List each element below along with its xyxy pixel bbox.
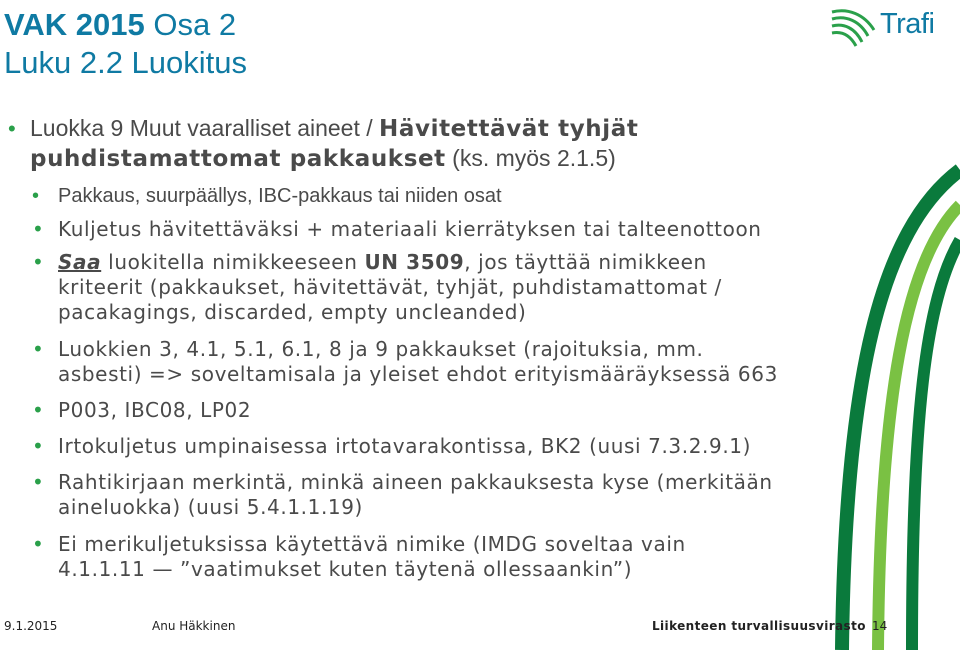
sub-bullet-7-line-1: Rahtikirjaan merkintä, minkä aineen pakkauksesta kyse (merkitään bbox=[58, 470, 773, 494]
sub-bullet-3-text-a: luokitella nimikkeeseen bbox=[101, 250, 365, 274]
sub-bullet-6: • Irtokuljetus umpinaisessa irtotavarakontissa, BK2 (uusi 7.3.2.9.1) bbox=[58, 434, 858, 459]
sub-bullet-5: • P003, IBC08, LP02 bbox=[58, 398, 858, 423]
sub-bullet-2: • Kuljetus hävitettäväksi + materiaali kierrätyksen tai talteenottoon bbox=[58, 217, 858, 242]
footer-organization: Liikenteen turvallisuusvirasto bbox=[652, 619, 866, 633]
saa-word: Saa bbox=[58, 250, 102, 274]
sub-bullet-3-line-2: kriteerit (pakkaukset, hävitettävät, tyhjät, puhdistamattomat / bbox=[58, 275, 722, 299]
sub-bullet-4-line-2: asbesti) => soveltamisala ja yleiset ehdot erityismääräyksessä 663 bbox=[58, 362, 778, 386]
sub-bullet-3 bbox=[58, 250, 858, 325]
footer-page-number: 14 bbox=[872, 619, 888, 633]
sub-bullet-3-text-b: , jos täyttää nimikkeen bbox=[464, 250, 707, 274]
sub-bullet-3-line-3: pacakagings, discarded, empty uncleanded) bbox=[58, 300, 527, 324]
main-bullet-ref: (ks. myös 2.1.5) bbox=[445, 145, 616, 171]
main-bullet-bold-a: Hävitettävät tyhjät bbox=[379, 116, 639, 142]
sub-bullet-1: • Pakkaus, suurpäällys, IBC-pakkaus tai niiden osat bbox=[58, 184, 858, 209]
logo-text: Trafi bbox=[880, 8, 935, 40]
footer-author: Anu Häkkinen bbox=[152, 619, 236, 633]
main-bullet-bold-b: puhdistamattomat pakkaukset bbox=[30, 146, 446, 172]
sub-bullet-7-line-2: aineluokka) (uusi 5.4.1.1.19) bbox=[58, 495, 363, 519]
un-number: UN 3509 bbox=[364, 250, 465, 274]
sub-bullet-7 bbox=[58, 470, 858, 520]
title-subtitle: Luku 2.2 Luokitus bbox=[4, 45, 248, 80]
footer-date: 9.1.2015 bbox=[4, 619, 58, 633]
sub-bullet-8-line-2: 4.1.1.11 — ”vaatimukset kuten täytenä ollessaankin”) bbox=[58, 557, 633, 581]
main-bullet bbox=[30, 114, 638, 174]
sub-bullet-8-line-1: Ei merikuljetuksissa käytettävä nimike (IMDG soveltaa vain bbox=[58, 532, 686, 556]
sub-bullet-8 bbox=[58, 532, 858, 582]
sub-bullet-4-line-1: Luokkien 3, 4.1, 5.1, 6.1, 8 ja 9 pakkaukset (rajoituksia, mm. bbox=[58, 337, 704, 361]
title-part: Osa 2 bbox=[144, 7, 237, 42]
sub-bullet-4 bbox=[58, 337, 858, 387]
title-code: VAK 2015 bbox=[4, 7, 145, 42]
main-bullet-text: Luokka 9 Muut vaaralliset aineet / bbox=[30, 115, 380, 141]
